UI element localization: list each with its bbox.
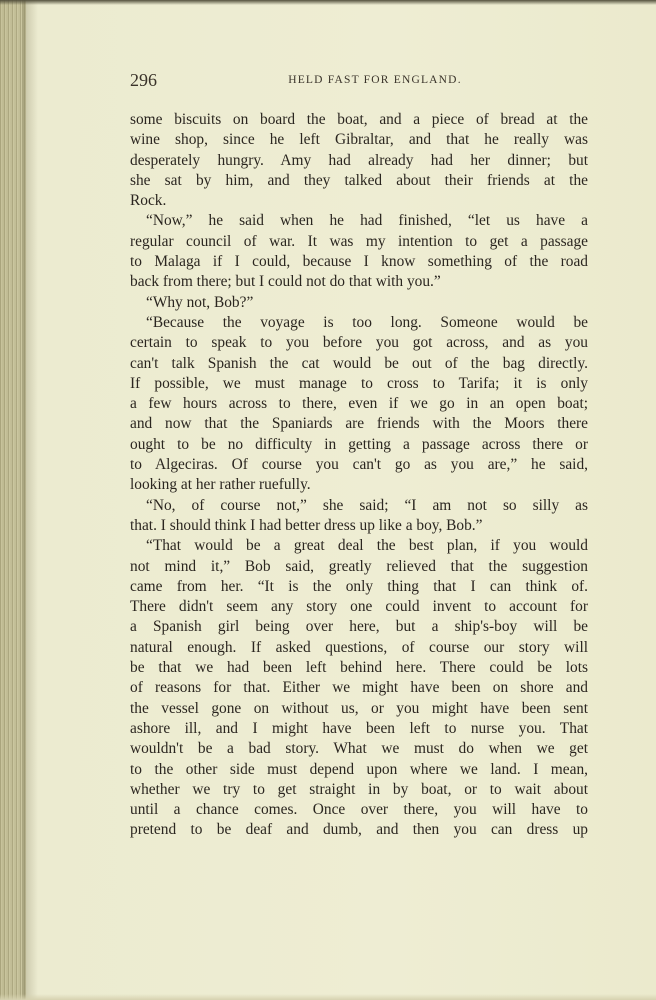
text-line: ought to be no difficulty in getting a passage across there or	[130, 435, 588, 453]
text-line: and now that the Spaniards are friends with the Moors there	[130, 415, 588, 433]
text-line: pretend to be deaf and dumb, and then you can dress up	[130, 821, 588, 839]
text-line: of reasons for that. Either we might have been on shore and	[130, 679, 588, 697]
text-line: back from there; but I could not do that with you.”	[130, 273, 441, 291]
text-line: There didn't seem any story one could invent to account for	[130, 598, 588, 616]
text-line: natural enough. If asked questions, of course our story will	[130, 638, 588, 656]
text-line: until a chance comes. Once over there, you will have to	[130, 801, 588, 819]
text-line: a Spanish girl being over here, but a ship's-boy will be	[130, 618, 588, 636]
text-line: “That would be a great deal the best plan, if you would	[146, 537, 588, 555]
text-line: Rock.	[130, 192, 167, 210]
text-line: desperately hungry. Amy had already had her dinner; but	[130, 151, 588, 169]
body-text	[130, 110, 588, 841]
text-line: wine shop, since he left Gibraltar, and that he really was	[130, 131, 588, 149]
text-line: the vessel gone on without us, or you might have been sent	[130, 699, 588, 717]
text-line: to Algeciras. Of course you can't go as you are,” he said,	[130, 456, 588, 474]
bottom-edge	[0, 994, 656, 1000]
text-line: certain to speak to you before you got across, and as you	[130, 334, 588, 352]
text-line: can't talk Spanish the cat would be out of the bag directly.	[130, 354, 588, 372]
text-line: that. I should think I had better dress up like a boy, Bob.”	[130, 516, 483, 534]
gutter-shadow	[22, 0, 38, 1000]
text-line: “Because the voyage is too long. Someone would be	[146, 313, 588, 331]
page-number: 296	[130, 70, 157, 90]
text-line: If possible, we must manage to cross to Tarifa; it is only	[130, 374, 588, 392]
running-title: HELD FAST FOR ENGLAND.	[288, 74, 462, 86]
text-line: “No, of course not,” she said; “I am not so silly as	[146, 496, 588, 514]
text-line: to Malaga if I could, because I know something of the road	[130, 253, 588, 271]
text-line: whether we try to get straight in by boat, or to wait about	[130, 780, 588, 798]
text-line: looking at her rather ruefully.	[130, 476, 311, 494]
text-line: she sat by him, and they talked about their friends at the	[130, 171, 588, 189]
text-line: wouldn't be a bad story. What we must do when we get	[130, 740, 588, 758]
text-line: came from her. “It is the only thing that I can think of.	[130, 577, 588, 595]
text-line: regular council of war. It was my intention to get a passage	[130, 232, 588, 250]
text-line: a few hours across to there, even if we go in an open boat;	[130, 395, 588, 413]
text-line: “Why not, Bob?”	[146, 293, 254, 311]
page-header	[130, 70, 588, 96]
text-line: not mind it,” Bob said, greatly relieved that the suggestion	[130, 557, 588, 575]
text-line: ashore ill, and I might have been left to nurse you. That	[130, 719, 588, 737]
text-line: be that we had been left behind here. There could be lots	[130, 659, 588, 677]
text-line: “Now,” he said when he had finished, “let us have a	[146, 212, 588, 230]
text-line: some biscuits on board the boat, and a piece of bread at the	[130, 111, 588, 128]
text-line: to the other side must depend upon where we land. I mean,	[130, 760, 588, 778]
top-edge-shadow	[0, 0, 656, 5]
